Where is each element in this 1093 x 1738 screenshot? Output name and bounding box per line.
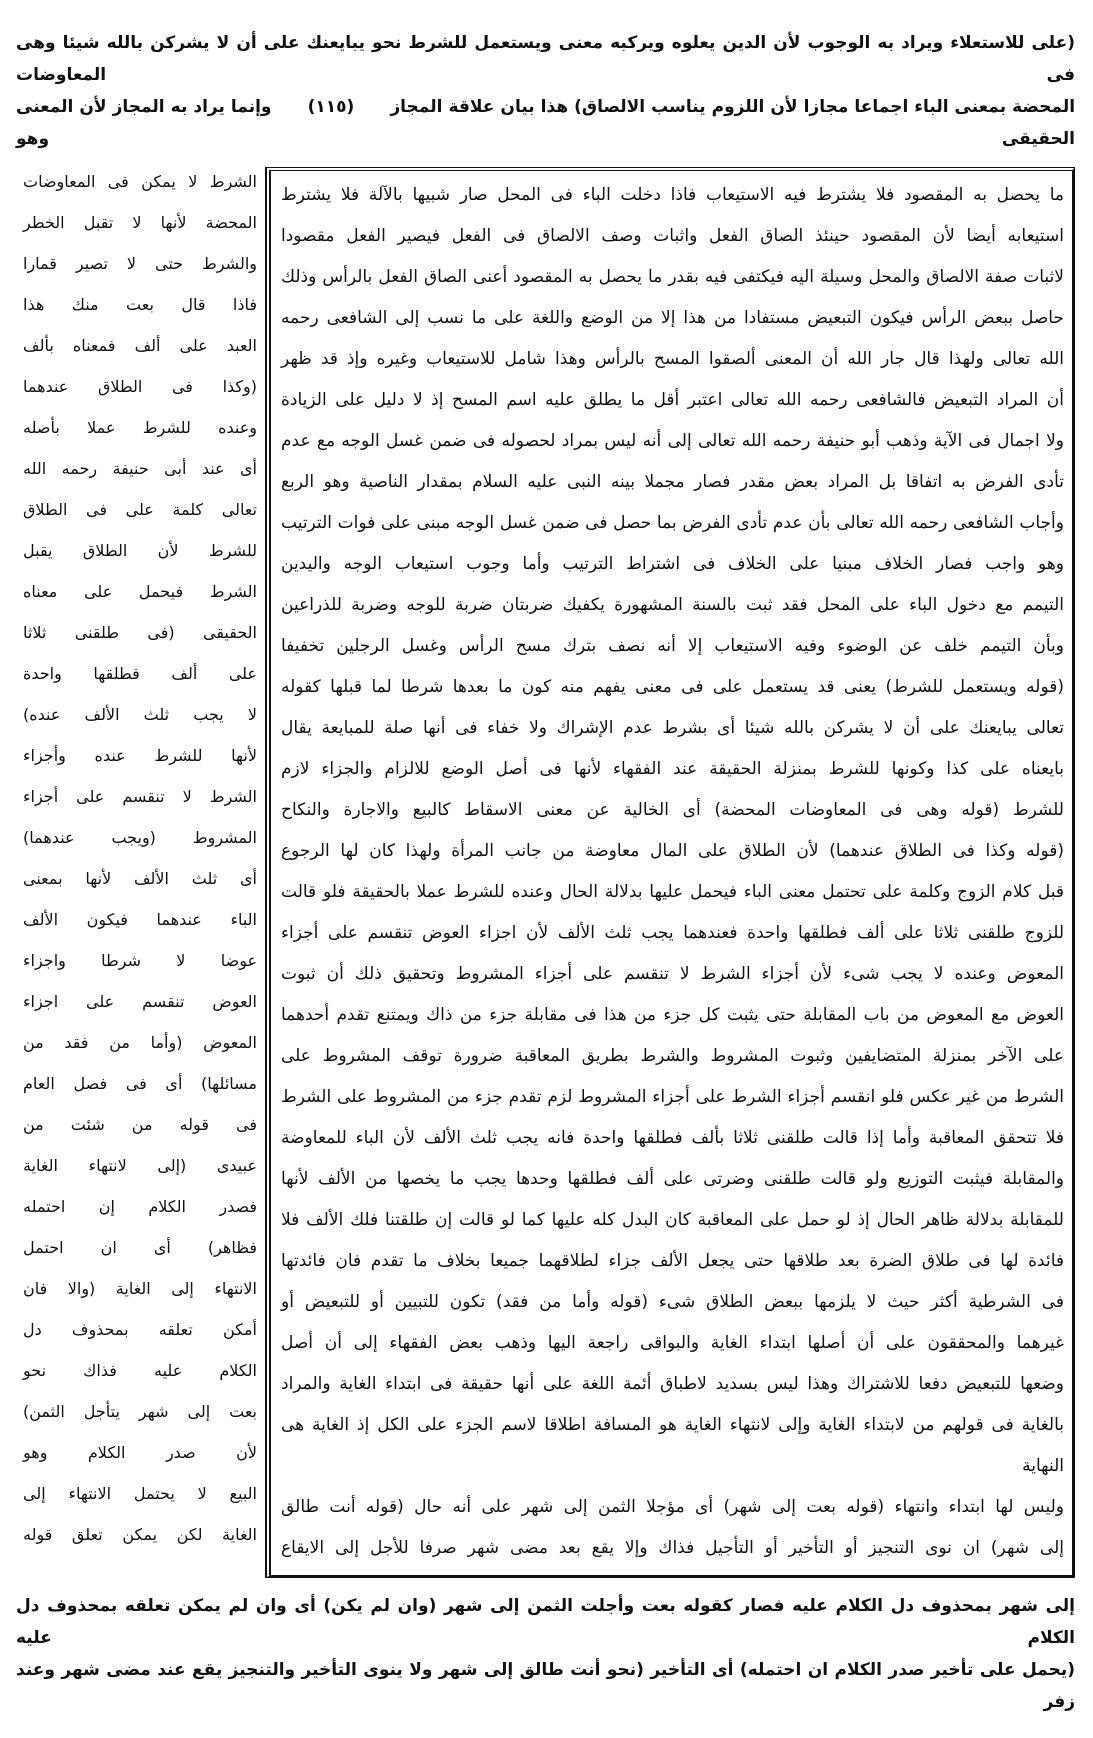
margin-text-line: المحضة لأنها لا تقبل الخطر — [23, 213, 257, 232]
margin-text-line: (وكذا فى الطلاق عندهما — [23, 377, 257, 396]
main-text-line: قبل كلام الزوج وكلمة على تحتمل معنى الباء فيحمل عليها بدلالة الحال وعنده للشرط عملا بالحقيقة فلو قالت — [281, 882, 1064, 902]
margin-text-line: الشرط لا تنقسم على أجزاء — [23, 787, 257, 806]
main-text-line: ولا اجمال فى الآية وذهب أبو حنيفة رحمه الله تعالى إلى أنه ليس بمراد لحصوله فى ضمن غسل الوجه مع عدم — [281, 431, 1064, 451]
main-text-line: للزوج طلقنى ثلاثا على ألف فطلقها واحدة فعندهما يجب ثلث الألف لأن اجزاء العوض تنقسم على أجزاء — [281, 923, 1064, 943]
margin-text-line: الباء عندهما فيكون الألف — [23, 910, 257, 929]
margin-text-line: الغاية لكن يمكن تعلق قوله — [23, 1525, 257, 1544]
main-text-line: والمقابلة فيثبت التوزيع ولو قالت طلقنى وضرتى على ألف فطلقها وحدها يجب ما يخصها من الألف لأنها — [281, 1169, 1064, 1189]
main-text-line: استيعابه أيضا لأن المقصود حينئذ الصاق الفعل واثبات وصف الالصاق فى الفعل فيصير الفعل مقصودا — [281, 226, 1064, 246]
margin-text-line: البيع لا يحتمل الانتهاء إلى — [23, 1484, 257, 1503]
margin-text-line: الحقيقى (فى طلقنى ثلاثا — [23, 623, 257, 642]
main-text-line: أن المراد التبعيض فالشافعى رحمه الله تعالى اعتبر أقل ما يطلق عليه اسم المسح إذ لا دليل على الزيادة — [281, 390, 1064, 410]
margin-text-line: لا يجب ثلث الألف عنده) — [23, 705, 257, 724]
main-text-line: (قوله وكذا فى الطلاق عندهما) لأن الطلاق على المال معاوضة من جانب المرأة ولهذا كان لها الرجوع — [281, 841, 1064, 861]
commentary-box — [265, 167, 1075, 1578]
margin-text-line: وعنده للشرط عملا بأصله — [23, 418, 257, 437]
margin-text-line: فاذا قال بعت منك هذا — [23, 295, 257, 314]
header-line-1: (على للاستعلاء ويراد به الوجوب لأن الدين يعلوه ويركبه معنى ويستعمل للشرط نحو يبايعنك على أن لا يشركن بالله شيئا وهى فى المعاوضات — [16, 33, 1075, 85]
main-text-line: الشرط من غير عكس فلو انقسم أجزاء الشرط على أجزاء المشروط لزم تقدم جزء من المشروط على الشرط — [281, 1087, 1064, 1107]
main-text-line: المعوض وعنده لا يجب شىء لأن أجزاء الشرط لا تنقسم على أجزاء المشروط وتحقيق ذلك أن ثبوت — [281, 964, 1064, 984]
main-text-line: (قوله ويستعمل للشرط) يعنى قد يستعمل على فى معنى يفهم منه كون ما بعدها شرطا لما قبلها كقوله — [281, 677, 1064, 697]
main-text-line: وهو واجب فصار الخلاف مبنيا على الخلاف فى اشتراط الترتيب وأما وجوب استيعاب الوجه واليدين — [281, 554, 1064, 574]
main-text-line: تأدى الفرض به اتفاقا بل المراد بعض مقدر فصار مجملا بينه النبى عليه السلام بمقدار الناصية وهو الربع — [281, 472, 1064, 492]
margin-text-line: عبيدى (إلى لانتهاء الغاية — [23, 1156, 257, 1175]
margin-text-line: فى قوله من شئت من — [23, 1115, 257, 1134]
margin-text-line: على ألف فطلقها واحدة — [23, 664, 257, 683]
main-text-line: ما يحصل به المقصود فلا يشترط فيه الاستيعاب فاذا دخلت الباء فى المحل صار شبيها بالآلة فلا يشترط — [281, 185, 1064, 205]
margin-text-line: الشرط لا يمكن فى المعاوضات — [23, 172, 257, 191]
margin-text-line: مسائلها) أى فى فصل العام — [23, 1074, 257, 1093]
main-text-line: حاصل ببعض الرأس فيكون التبعيض مستفادا من هذا إلا من الوضع واللغة على ما نسب إلى الشافعى رحمه — [281, 308, 1064, 328]
margin-text-line: عوضا لا شرطا واجزاء — [23, 951, 257, 970]
page-header — [16, 27, 1075, 155]
main-text-line: إلى شهر) ان نوى التنجيز أو التأخير أو التأجيل فذاك وإلا يقع بعد مضى شهر صرفا للأجل إلى الايقاع — [281, 1538, 1064, 1558]
main-text-line: على الآخر بمنزلة المتضايفين وثبوت المشروط والشرط بطريق المعاقبة ضرورة توقف المشروط على — [281, 1046, 1064, 1066]
main-text-line: وأجاب الشافعى رحمه الله تعالى بأن عدم تأدى الفرض بما حصل فى ضمن غسل الوجه مبنى على فوات الترتيب — [281, 513, 1064, 533]
main-text — [281, 175, 1064, 1569]
main-text-line: غيرهما والمحققون على أن أصلها ابتداء الغاية والبواقى راجعة اليها وذهب بعض الفقهاء إلى أن أصل — [281, 1333, 1064, 1353]
main-text-line: التيمم مع دخول الباء على المحل فقد ثبت بالسنة المشهورة يكفيك ضربتان ضربة للوجه وضربة للذراعين — [281, 595, 1064, 615]
page-number: (١١٥) — [307, 97, 355, 117]
main-text-line: للشرط (قوله وهى فى المعاوضات المحضة) أى الخالية عن معنى الاسقاط كالبيع والاجارة والنكاح — [281, 800, 1064, 820]
page-body — [16, 167, 1075, 1578]
margin-text-line: لأن صدر الكلام وهو — [23, 1443, 257, 1462]
main-text-line: فلا تتحقق المعاقبة وأما إذا قالت طلقنى ثلاثا بألف فطلقها واحدة فانه يجب ثلث الألف لأن الباء للمعاوضة — [281, 1128, 1064, 1148]
main-text-line: وبأن التيمم خلف عن الوضوء وفيه الاستيعاب إلا أنه نصف بترك مسح الرأس وغسل الرجلين تخفيفا — [281, 636, 1064, 656]
main-text-line: فائدة لها فى طلاق الضرة بعد طلاقها حتى يجعل الألف جزاء لطلاقهما جميعا بخلاف ما تقدم فان فائدتها — [281, 1251, 1064, 1271]
margin-text-line: أى ثلث الألف لأنها بمعنى — [23, 869, 257, 888]
main-text-line: تعالى يبايعنك على أن لا يشركن بالله شيئا أى بشرط عدم الإشراك ولا خفاء فى أنها صلة للمبايعة يقال — [281, 718, 1064, 738]
margin-text-line: تعالى كلمة على فى الطلاق — [23, 500, 257, 519]
main-text-line: الله تعالى ولهذا قال جار الله أن المعنى ألصقوا المسح بالرأس وهذا شامل للاستيعاب وغيره وإذ قد ظهر — [281, 349, 1064, 369]
margin-text-line: لأنها للشرط عنده وأجزاء — [23, 746, 257, 765]
main-text-line: بالغاية فى قولهم من لابتداء الغاية وإلى لانتهاء الغاية هو المسافة اطلاقا لاسم الجزء على الكل إذ الغاية هى النهاية — [281, 1415, 1064, 1476]
page-footer-text — [16, 1590, 1075, 1718]
main-text-line: العوض مع المعوض من باب المقابلة حتى يثبت كل جزء من هذا فى مقابلة جزء من ذاك ويمتنع تقدم أحدهما — [281, 1005, 1064, 1025]
margin-text-line: العوض تنقسم على اجزاء — [23, 992, 257, 1011]
header-line-2-left: وإنما يراد به المجاز لأن المعنى الحقيقى وهو — [16, 97, 1075, 149]
margin-text-line: الشرط فيحمل على معناه — [23, 582, 257, 601]
margin-text-line: والشرط حتى لا تصير قمارا — [23, 254, 257, 273]
main-text-line: بايعناه على كذا وكونها للشرط بمنزلة الحقيقة عند الفقهاء لأنها فى أصل الوضع للالزام والجزاء لازم — [281, 759, 1064, 779]
main-text-line: لاثبات صفة الالصاق والمحل وسيلة اليه فيكتفى فيه بقدر ما يحصل به المقصود أعنى الصاق الفعل بالرأس وذلك — [281, 267, 1064, 287]
margin-text-line: المشروط (ويجب عندهما) — [23, 828, 257, 847]
main-text-line: فى الشرطية أكثر حيث لا يلزمها ببعض الطلاق شىء (قوله وأما من فقد) تكون للتبيين أو للتبعيض أو — [281, 1292, 1064, 1312]
margin-text-line: أى عند أبى حنيفة رحمه الله — [23, 459, 257, 478]
margin-text-line: فصدر الكلام إن احتمله — [23, 1197, 257, 1216]
margin-text-line: فظاهر) أى ان احتمل — [23, 1238, 257, 1257]
footer-line-1: إلى شهر بمحذوف دل الكلام عليه فصار كقوله بعت وأجلت الثمن إلى شهر (وان لم يكن) أى وان لم يمكن تعلقه بمحذوف دل الكلام عليه — [16, 1596, 1075, 1648]
margin-text-line: المعوض (وأما من فقد من — [23, 1033, 257, 1052]
main-text-line: للمقابلة بدلالة ظاهر الحال إذ لو حمل على المعاقبة كان البدل كله عليها كما لو قالت إن طلقتنا فلك الألف فلا — [281, 1210, 1064, 1230]
header-line-2 — [16, 91, 1075, 155]
margin-text-line: للشرط لأن الطلاق يقبل — [23, 541, 257, 560]
margin-text-line: العبد على ألف فمعناه بألف — [23, 336, 257, 355]
margin-text-line: أمكن تعلقه بمحذوف دل — [23, 1320, 257, 1339]
header-line-2-right: المحضة بمعنى الباء اجماعا مجازا لأن اللزوم يناسب الالصاق) هذا بيان علاقة المجاز — [390, 97, 1076, 117]
main-text-line: وليس لها ابتداء وانتهاء (قوله بعت إلى شهر) أى مؤجلا الثمن إلى شهر على أنه حال (قوله أنت طالق — [281, 1497, 1064, 1517]
footer-line-2: (يحمل على تأخير صدر الكلام ان احتمله) أى التأخير (نحو أنت طالق إلى شهر ولا ينوى التأخير والتنجيز يقع عند مضى شهر وعند زفر — [16, 1660, 1075, 1712]
margin-text-line: الكلام عليه فذاك نحو — [23, 1361, 257, 1380]
margin-text-line: الانتهاء إلى الغاية (والا فان — [23, 1279, 257, 1298]
main-text-line: وضعها للتبعيض دفعا للاشتراك وهذا ليس بسديد لاطباق أئمة اللغة على أنها حقيقة فى ابتداء الغاية والمراد — [281, 1374, 1064, 1394]
margin-text-line: بعت إلى شهر يتأجل الثمن) — [23, 1402, 257, 1421]
margin-text — [23, 161, 257, 1555]
